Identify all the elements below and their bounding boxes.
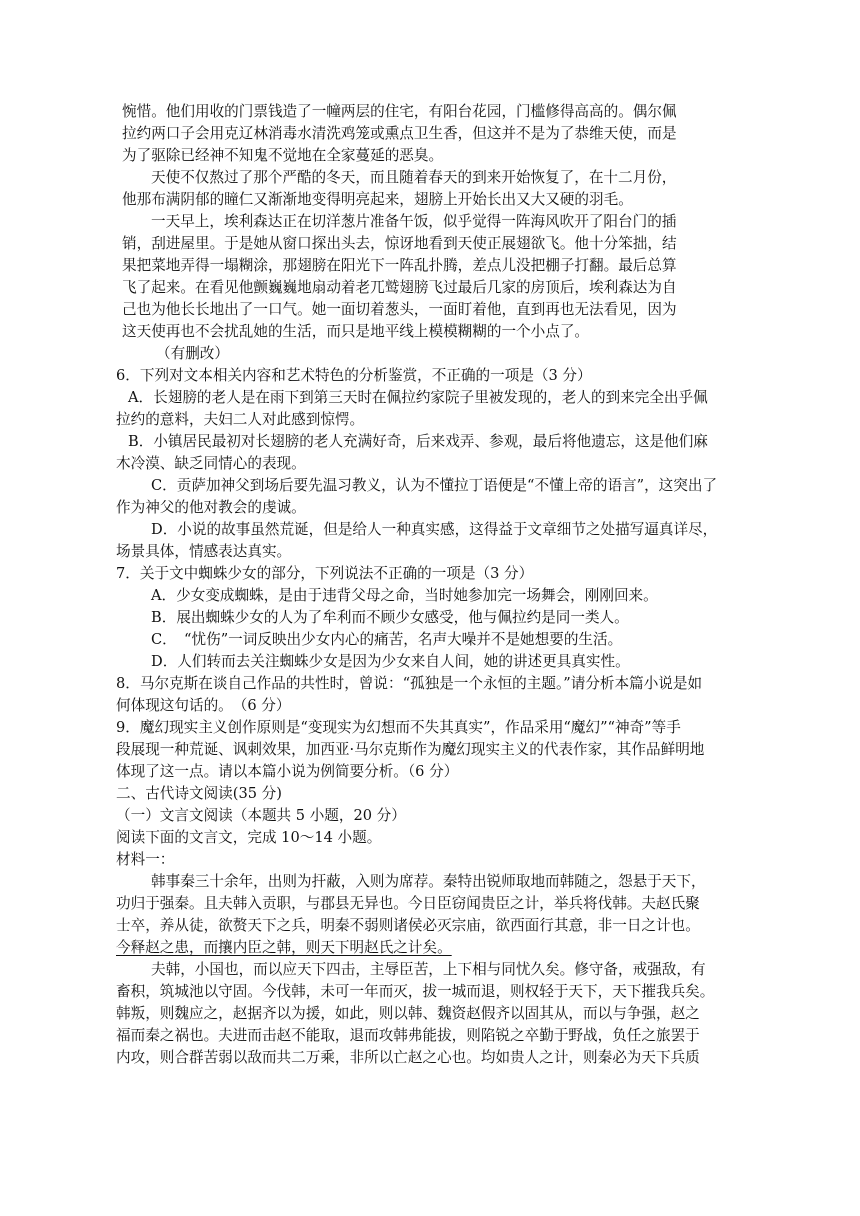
material-label: 材料一： xyxy=(116,851,175,868)
question-9-line-1: 9．魔幻现实主义创作原则是“变现实为幻想而不失其真实”，作品采用“魔幻”“神奇”等手 xyxy=(116,719,681,736)
passage-line-11: 这天使再也不会扰乱她的生活，而只是地平线上模模糊糊的一个小点了。 xyxy=(122,323,590,340)
classical-p2-line-1: 夫韩，小国也，而以应天下四击，主辱臣苦，上下相与同忧久矣。修守备，戒强敌，有 xyxy=(151,961,706,978)
classical-p1-line-3-part-b: ，欲西面行其意，非一日之计也。 xyxy=(480,917,700,934)
passage-line-9: 飞了起来。在看见他颤巍巍地扇动着老兀鹫翅膀飞过最后几家的房顶后，埃利森达为自 xyxy=(122,279,677,296)
question-7-option-a: A．少女变成蜘蛛，是由于违背父母之命，当时她参加完一场舞会，刚刚回来。 xyxy=(151,587,658,604)
question-9-line-2: 段展现一种荒诞、讽刺效果，加西亚·马尔克斯作为魔幻现实主义的代表作家，其作品鲜明地 xyxy=(116,741,705,758)
question-7-stem: 7．关于文中蜘蛛少女的部分，下列说法不正确的一项是（3 分） xyxy=(116,565,534,582)
passage-line-3: 为了驱除已经神不知鬼不觉地在全家蔓延的恶臭。 xyxy=(122,147,444,164)
section-2-instruction: 阅读下面的文言文，完成 10～14 小题。 xyxy=(116,829,382,846)
question-7-option-b: B．展出蜘蛛少女的人为了牟利而不顾少女感受，他与佩拉约是同一类人。 xyxy=(151,609,629,626)
section-2-title: 二、古代诗文阅读(35 分) xyxy=(116,785,282,802)
question-6-option-d-line-2: 场景具体，情感表达真实。 xyxy=(116,543,292,560)
source-note: （有删改） xyxy=(156,345,229,362)
classical-p1-line-2: 功归于强秦。且夫韩入贡职，与郡县无异也。今日臣窃闻贵臣之计，举兵将伐韩。夫赵氏聚 xyxy=(116,895,700,912)
question-8-line-2: 何体现这句话的。 （6 分） xyxy=(116,697,291,714)
classical-p1-line-3 xyxy=(116,915,742,937)
question-6-option-b-line-1: B．小镇居民最初对长翅膀的老人充满好奇，后来戏弄、参观，最后将他遗忘，这是他们麻 xyxy=(128,433,708,450)
question-6-option-a-line-1: A．长翅膀的老人是在雨下到第三天时在佩拉约家院子里被发现的，老人的到来完全出乎佩 xyxy=(128,389,708,406)
question-6-stem: 6．下列对文本相关内容和艺术特色的分析鉴赏，不正确的一项是（3 分） xyxy=(116,367,592,384)
classical-p2-line-5: 内攻，则合群苦弱以敌而共二万乘，非所以亡赵之心也。均如贵人之计，则秦必为天下兵质 xyxy=(116,1049,700,1066)
classical-p1-line-3-part-a: 士卒，养从徒，欲赘天下之兵，明秦不弱则诸侯必灭宗 xyxy=(116,917,467,934)
passage-line-2: 拉约两口子会用克辽林消毒水清洗鸡笼或熏点卫生香，但这并不是为了恭维天使，而是 xyxy=(122,125,677,142)
passage-line-6: 一天早上，埃利森达正在切洋葱片准备午饭，似乎觉得一阵海风吹开了阳台门的插 xyxy=(151,213,677,230)
emphasis-dot-char: 庙 xyxy=(466,915,481,937)
passage-line-5: 他那布满阴郁的瞳仁又渐渐地变得明亮起来，翅膀上开始长出又大又硬的羽毛。 xyxy=(122,191,633,208)
passage-line-7: 销，刮进屋里。于是她从窗口探出头去，惊讶地看到天使正展翅欲飞。他十分笨拙，结 xyxy=(122,235,677,252)
question-7-option-c: C． “忧伤”一词反映出少女内心的痛苦，名声大噪并不是她想要的生活。 xyxy=(151,631,623,648)
question-6-option-c-line-2: 作为神父的他对教会的虔诚。 xyxy=(116,499,306,516)
document-body xyxy=(116,101,742,1069)
classical-p2-line-3: 韩叛，则魏应之，赵据齐以为援，如此，则以韩、魏资赵假齐以固其从，而以与争强，赵之 xyxy=(116,1005,700,1022)
passage-line-10: 己也为他长长地出了一口气。她一面切着葱头，一面盯着他，直到再也无法看见，因为 xyxy=(122,301,677,318)
classical-p2-line-4: 福而秦之祸也。夫进而击赵不能取，退而攻韩弗能拔，则陷锐之卒勤于野战，负任之旅罢于 xyxy=(116,1027,700,1044)
classical-p1-line-4 xyxy=(116,937,742,959)
question-9-line-3: 体现了这一点。请以本篇小说为例简要分析。（6 分） xyxy=(116,763,459,780)
classical-p1-line-1: 韩事秦三十余年，出则为扞蔽，入则为席荐。秦特出锐师取地而韩随之，怨悬于天下， xyxy=(151,873,706,890)
question-8-line-1: 8．马尔克斯在谈自己作品的共性时，曾说：“孤独是一个永恒的主题。”请分析本篇小说是如 xyxy=(116,675,703,692)
passage-line-8: 果把菜地弄得一塌糊涂，那翅膀在阳光下一阵乱扑腾，差点儿没把棚子打翻。最后总算 xyxy=(122,257,677,274)
question-6-option-b-line-2: 木冷漠、缺乏同情心的表现。 xyxy=(116,455,306,472)
passage-line-1: 惋惜。他们用收的门票钱造了一幢两层的住宅，有阳台花园，门槛修得高高的。偶尔佩 xyxy=(122,103,677,120)
question-6-option-c-line-1: C．贡萨加神父到场后要先温习教义，认为不懂拉丁语便是“不懂上帝的语言”，这突出了 xyxy=(151,477,718,494)
question-6-option-d-line-1: D．小说的故事虽然荒诞，但是给人一种真实感，这得益于文章细节之处描写逼真详尽， xyxy=(151,521,718,538)
question-6-option-a-line-2: 拉约的意料，夫妇二人对此感到惊愕。 xyxy=(116,411,365,428)
passage-line-4: 天使不仅熬过了那个严酷的冬天，而且随着春天的到来开始恢复了，在十二月份， xyxy=(151,169,677,186)
underlined-sentence: 今释赵之患，而攘内臣之韩，则天下明赵氏之计矣。 xyxy=(116,939,452,956)
classical-p2-line-2: 畜积，筑城池以守固。今伐韩，未可一年而灭，拔一城而退，则权轻于天下，天下摧我兵矣。 xyxy=(116,983,715,1000)
section-2-subtitle: （一）文言文阅读（本题共 5 小题，20 分） xyxy=(116,807,406,824)
question-7-option-d: D．人们转而去关注蜘蛛少女是因为少女来自人间，她的讲述更具真实性。 xyxy=(151,653,630,670)
